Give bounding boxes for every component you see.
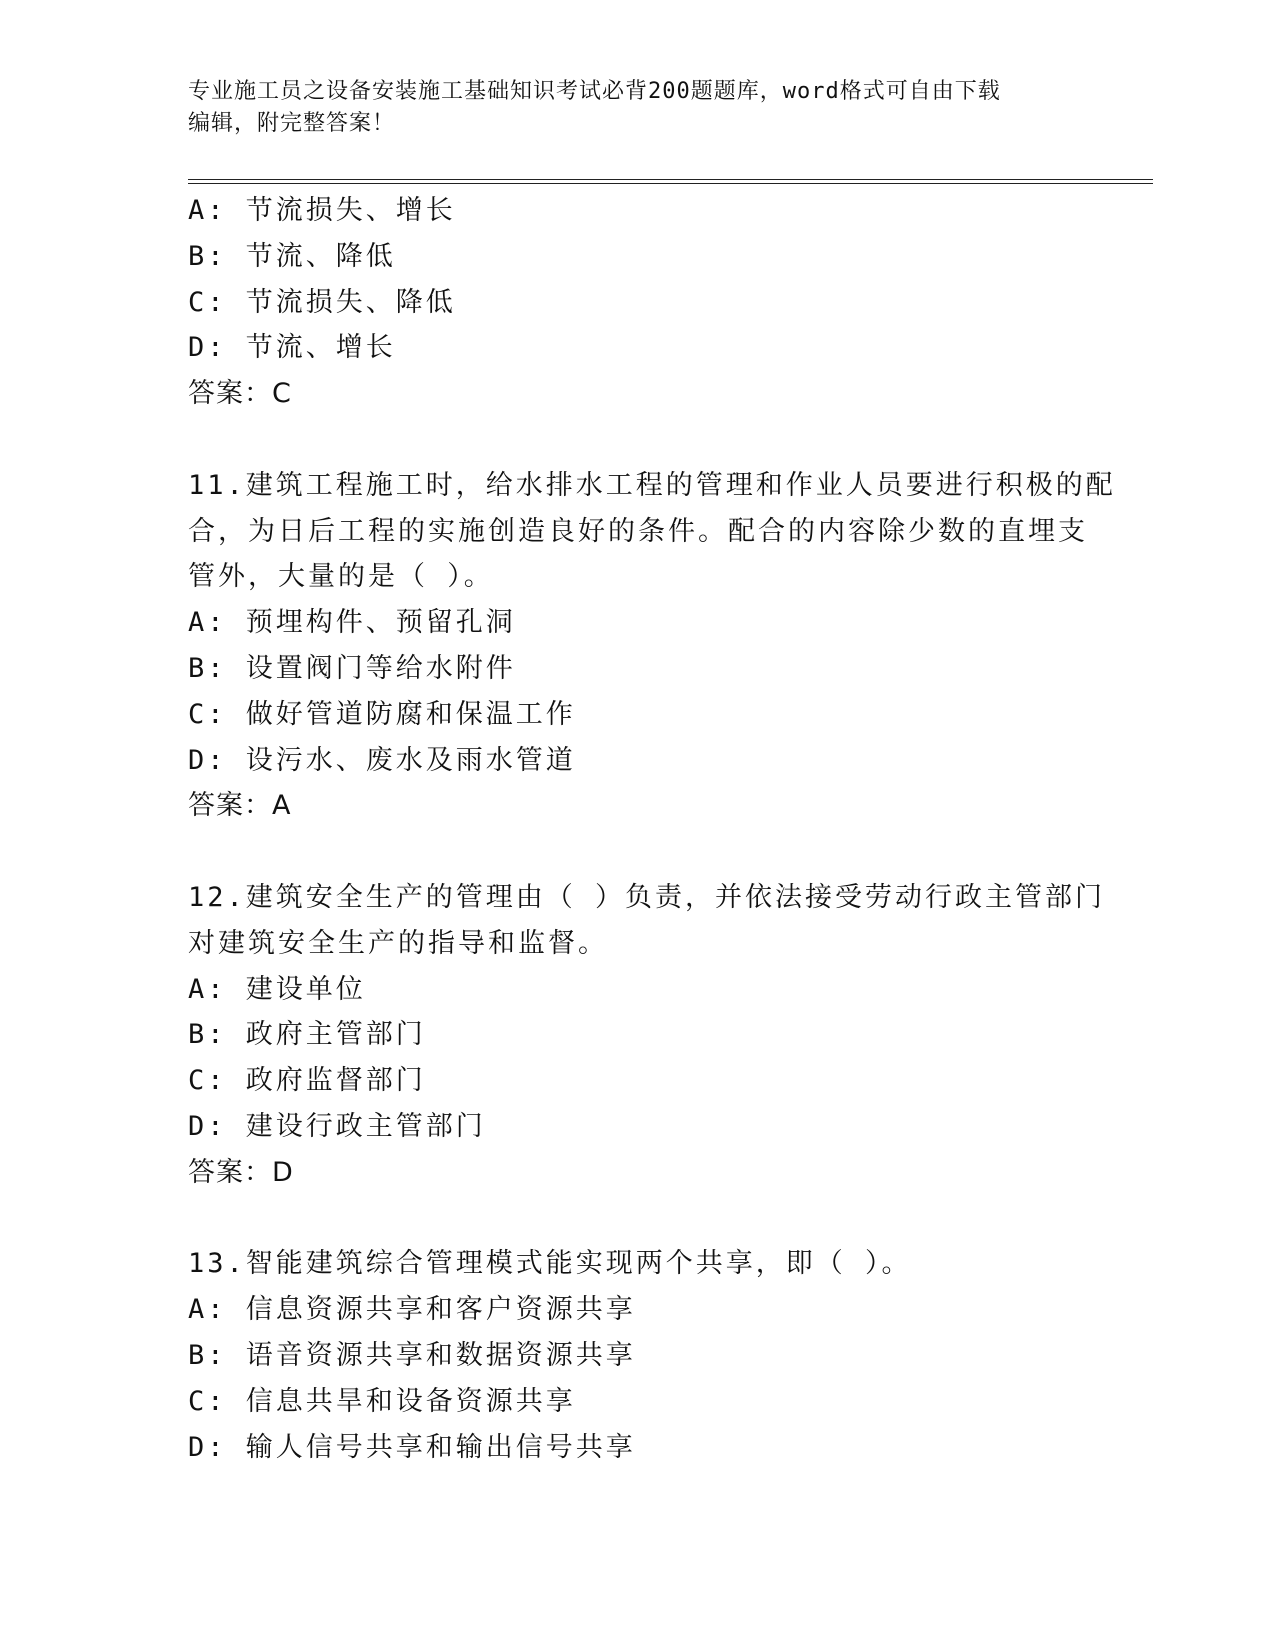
question-list xyxy=(188,188,1116,1470)
question-text-line: 11.建筑工程施工时，给水排水工程的管理和作业人员要进行积极的配 xyxy=(188,469,1116,501)
question-text-line: 对建筑安全生产的指导和监督。 xyxy=(188,927,608,959)
option-c: C: 做好管道防腐和保温工作 xyxy=(188,698,576,730)
answer-line: 答案：D xyxy=(188,1156,294,1188)
question-block-previous xyxy=(188,188,1088,417)
question-text-line: 合，为日后工程的实施创造良好的条件。配合的内容除少数的直埋支 xyxy=(188,515,1088,547)
question-block-13 xyxy=(188,1241,1088,1470)
option-d: D: 建设行政主管部门 xyxy=(188,1110,486,1142)
header-title-line-1: 专业施工员之设备安装施工基础知识考试必背200题题库，word格式可自由下载 xyxy=(188,79,1001,104)
option-a: A: 预埋构件、预留孔洞 xyxy=(188,607,516,639)
question-text-line: 12.建筑安全生产的管理由（ ）负责，并依法接受劳动行政主管部门 xyxy=(188,881,1106,913)
question-block-12 xyxy=(188,875,1106,1196)
option-a: A: 信息资源共享和客户资源共享 xyxy=(188,1294,636,1326)
spacer xyxy=(188,829,1088,875)
question-text-line: 管外，大量的是（ ）。 xyxy=(188,561,494,593)
question-block-11 xyxy=(188,463,1116,829)
option-b: B: 语音资源共享和数据资源共享 xyxy=(188,1339,636,1371)
option-d: D: 设污水、废水及雨水管道 xyxy=(188,744,576,776)
option-c: C: 信息共旱和设备资源共享 xyxy=(188,1385,576,1417)
option-b: B: 设置阀门等给水附件 xyxy=(188,652,516,684)
option-a: A: 建设单位 xyxy=(188,973,366,1005)
document-header xyxy=(188,76,1068,140)
option-d: D: 节流、增长 xyxy=(188,332,396,364)
header-divider xyxy=(188,179,1153,184)
option-a: A: 节流损失、增长 xyxy=(188,195,456,226)
option-b: B: 政府主管部门 xyxy=(188,1019,426,1051)
option-c: C: 节流损失、降低 xyxy=(188,286,456,318)
option-d: D: 输人信号共享和输出信号共享 xyxy=(188,1431,636,1463)
option-c: C: 政府监督部门 xyxy=(188,1065,426,1097)
answer-line: 答案：A xyxy=(188,790,292,822)
header-title-line-2: 编辑，附完整答案！ xyxy=(188,111,396,136)
answer-line: 答案：C xyxy=(188,378,292,410)
spacer xyxy=(188,1196,1088,1242)
question-text-line: 13.智能建筑综合管理模式能实现两个共享，即（ ）。 xyxy=(188,1248,912,1280)
option-b: B: 节流、降低 xyxy=(188,240,396,272)
spacer xyxy=(188,417,1088,463)
